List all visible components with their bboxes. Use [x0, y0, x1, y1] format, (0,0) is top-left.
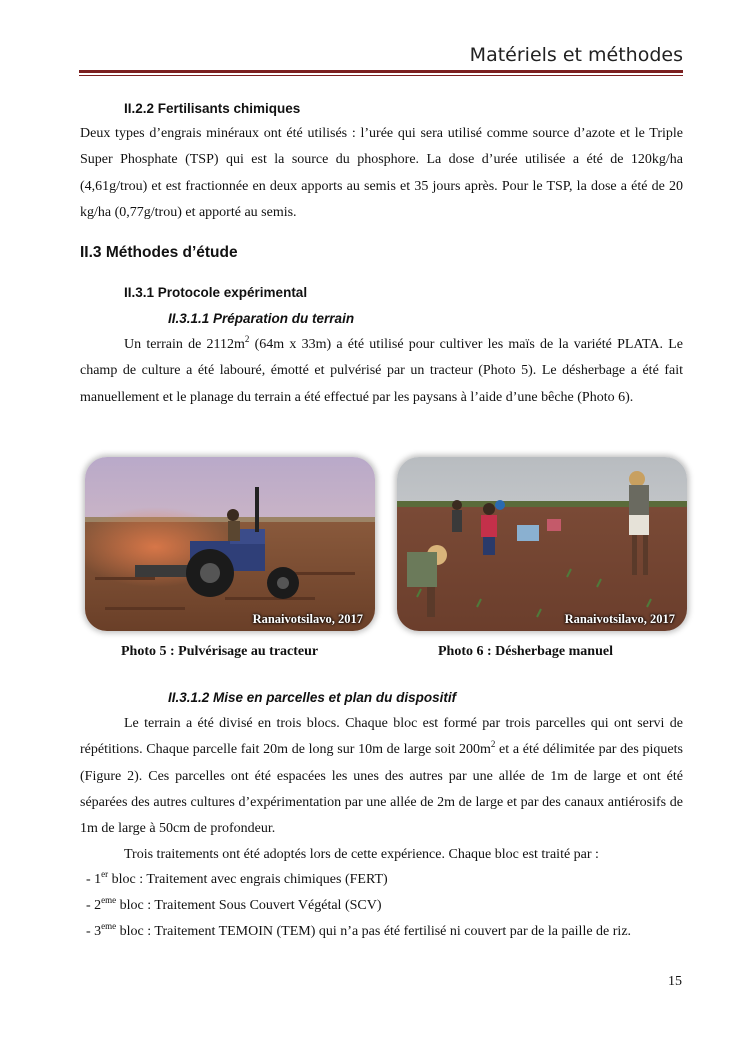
photo-6-caption: Photo 6 : Désherbage manuel — [438, 644, 613, 659]
heading-methodes: II.3 Méthodes d’étude — [80, 244, 238, 261]
running-header-title: Matériels et méthodes — [469, 44, 683, 66]
tractor-illustration — [85, 457, 375, 631]
header-rule-thin — [79, 75, 683, 76]
photo-5-credit: Ranaivotsilavo, 2017 — [252, 612, 363, 626]
photo-5-caption: Photo 5 : Pulvérisage au tracteur — [121, 644, 319, 659]
photo-weeding — [397, 457, 687, 631]
photo-tractor — [85, 457, 375, 631]
heading-preparation: II.3.1.1 Préparation du terrain — [168, 311, 355, 326]
heading-fertilisants: II.2.2 Fertilisants chimiques — [124, 101, 301, 116]
paragraph-parcelles: Le terrain a été divisé en trois blocs. Chaque bloc est formé par trois parcelles qui ont servi de répétitions. Chaque parcelle fait 20m de long sur 10m de large soit $200m^2$ et a été délimitée par des piquets (Figure 2). Ces parcelles ont été espacées les unes des autres par une allée de 1m de large et ont été séparées des autres cultures d’expérimentation par une allée de 2m de large et par des canaux antiérosifs de 1m de large à 50cm de profondeur. — [80, 716, 683, 837]
list-item-bloc-1: - 1er bloc : Traitement avec engrais chimiques (FERT) — [86, 869, 388, 887]
paragraph-fertilisants: Deux types d’engrais minéraux ont été utilisés : l’urée qui sera utilisé comme source d’azote et le Triple Super Phosphate (TSP) qui est la source du phosphore. La dose d’urée utilisée a été de 120kg/ha (4,61g/trou) et est fractionnée en deux apports au semis et 35 jours après. Pour le TSP, la dose a été de 20 kg/ha (0,77g/trou) et apporté au semis. — [80, 126, 683, 220]
list-item-bloc-2: - 2eme bloc : Traitement Sous Couvert Végétal (SCV) — [86, 895, 382, 913]
weeding-illustration — [397, 457, 687, 631]
heading-mise-en-parcelles: II.3.1.2 Mise en parcelles et plan du dispositif — [168, 690, 457, 705]
paragraph-preparation: Un terrain de $2112m^2$ (64m x 33m) a été utilisé pour cultiver les maïs de la variété PLATA. Le champ de culture a été labouré, émotté et pulvérisé par un tracteur (Photo 5). Le désherbage a été fait manuellement et le planage du terrain a été effectué par les paysans à l’aide d’une bêche (Photo 6). — [80, 334, 683, 405]
heading-protocole: II.3.1 Protocole expérimental — [124, 285, 308, 300]
photo-6-credit: Ranaivotsilavo, 2017 — [564, 612, 675, 626]
list-item-bloc-3: - 3eme bloc : Traitement TEMOIN (TEM) qui n’a pas été fertilisé ni couvert par de la paille de riz. — [86, 921, 632, 939]
header-rule-thick — [79, 70, 683, 73]
page-number: 15 — [668, 974, 682, 989]
paragraph-traitements: Trois traitements ont été adoptés lors de cette expérience. Chaque bloc est traité par : — [124, 847, 599, 862]
